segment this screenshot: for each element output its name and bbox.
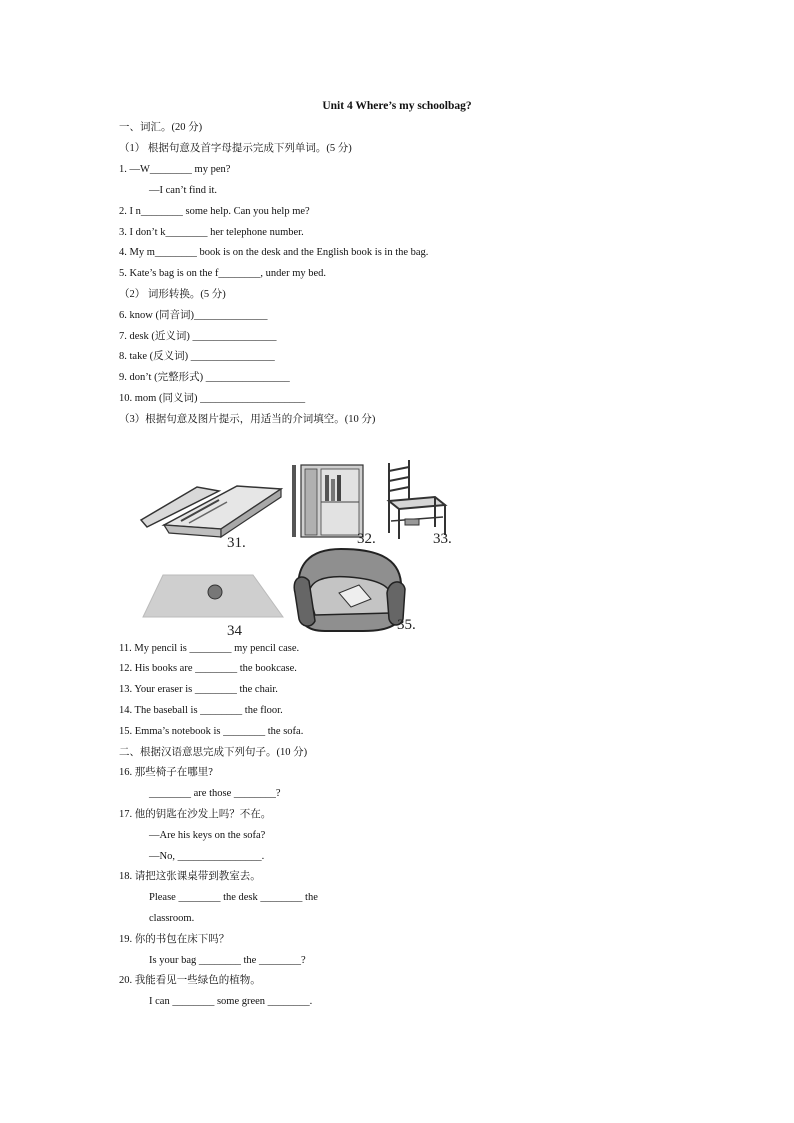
sofa-image — [294, 549, 416, 633]
question-16-answer: ________ are those ________? — [149, 788, 281, 799]
part-3-instruction: （3）根据句意及图片提示，用适当的介词填空。(10 分) — [119, 414, 376, 425]
question-9: 9. don’t (完整形式) ________________ — [119, 372, 290, 383]
question-12: 12. His books are ________ the bookcase. — [119, 663, 297, 674]
question-2: 2. I n________ some help. Can you help me? — [119, 206, 310, 217]
question-17-answer: —No, ________________. — [149, 851, 265, 862]
part-2-instruction: （2） 词形转换。(5 分) — [119, 289, 226, 300]
question-7: 7. desk (近义词) ________________ — [119, 331, 277, 342]
picture-label-32: 32. — [357, 531, 376, 547]
question-10: 10. mom (同义词) ____________________ — [119, 393, 306, 404]
worksheet-title: Unit 4 Where’s my schoolbag? — [322, 100, 472, 112]
question-16: 16. 那些椅子在哪里? — [119, 767, 213, 778]
question-1: 1. —W________ my pen? — [119, 164, 231, 175]
question-14: 14. The baseball is ________ the floor. — [119, 705, 283, 716]
chair-image — [389, 460, 445, 539]
floor-with-ball-image — [143, 575, 283, 639]
question-13: 13. Your eraser is ________ the chair. — [119, 684, 278, 695]
question-18: 18. 请把这张课桌带到教室去。 — [119, 871, 261, 882]
picture-label-33: 33. — [433, 531, 452, 547]
question-17-prompt: —Are his keys on the sofa? — [149, 830, 266, 841]
question-20-answer: I can ________ some green ________. — [149, 996, 313, 1007]
question-3: 3. I don’t k________ her telephone number. — [119, 227, 304, 238]
question-19-answer: Is your bag ________ the ________? — [149, 955, 306, 966]
section-1-heading: 一、词汇。(20 分) — [119, 122, 203, 133]
question-5: 5. Kate’s bag is on the f________, under my bed. — [119, 268, 327, 279]
question-1-reply: —I can’t find it. — [149, 185, 218, 196]
picture-label-35: 35. — [397, 617, 416, 633]
prepositions-picture — [119, 445, 479, 640]
question-11: 11. My pencil is ________ my pencil case. — [119, 643, 300, 654]
question-17: 17. 他的钥匙在沙发上吗？不在。 — [119, 809, 272, 820]
question-19: 19. 你的书包在床下吗？ — [119, 934, 230, 945]
question-18-answer: Please ________ the desk ________ the — [149, 892, 318, 903]
question-4: 4. My m________ book is on the desk and the English book is in the bag. — [119, 247, 429, 258]
picture-label-34: 34 — [227, 623, 242, 639]
bookcase-image — [292, 465, 376, 547]
question-8: 8. take (反义词) ________________ — [119, 351, 275, 362]
question-15: 15. Emma’s notebook is ________ the sofa. — [119, 726, 304, 737]
section-2-heading: 二、根据汉语意思完成下列句子。(10 分) — [119, 747, 308, 758]
question-6: 6. know (同音词)______________ — [119, 310, 268, 321]
question-20: 20. 我能看见一些绿色的植物。 — [119, 975, 261, 986]
picture-label-31: 31. — [227, 535, 246, 551]
question-18-answer-cont: classroom. — [149, 913, 195, 924]
pencil-case-image — [141, 486, 281, 551]
part-1-instruction: （1） 根据句意及首字母提示完成下列单词。(5 分) — [119, 143, 352, 154]
